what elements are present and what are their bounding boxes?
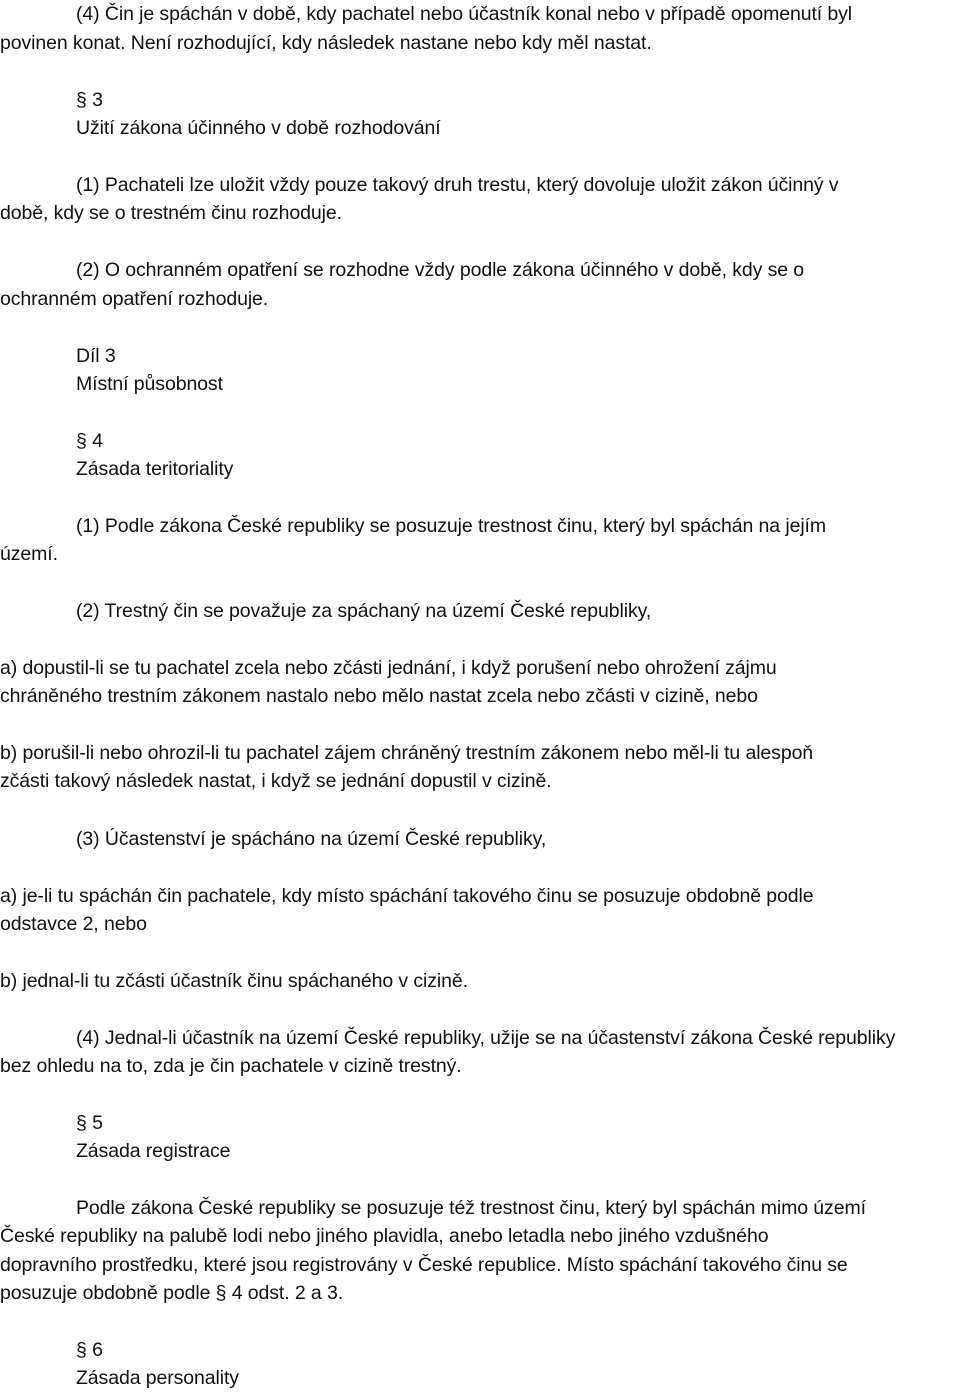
paragraph-line: a) je-li tu spáchán čin pachatele, kdy místo spáchání takového činu se posuzuje obdobně podle — [0, 885, 814, 907]
paragraph-line: povinen konat. Není rozhodující, kdy následek nastane nebo kdy měl nastat. — [0, 32, 652, 54]
paragraph-line: (4) Jednal-li účastník na území České republiky, užije se na účastenství zákona České republiky — [76, 1027, 896, 1049]
paragraph-line: bez ohledu na to, zda je čin pachatele v cizině trestný. — [0, 1055, 462, 1077]
paragraph-line: České republiky na palubě lodi nebo jiného plavidla, anebo letadla nebo jiného vzdušného — [0, 1225, 769, 1247]
paragraph-line: území. — [0, 543, 58, 565]
paragraph-line: (2) Trestný čin se považuje za spáchaný na území České republiky, — [76, 600, 652, 622]
paragraph-line: (4) Čin je spáchán v době, kdy pachatel nebo účastník konal nebo v případě opomenutí byl — [76, 3, 853, 25]
section-title: Užití zákona účinného v době rozhodování — [76, 117, 441, 139]
paragraph-line: ochranném opatření rozhoduje. — [0, 288, 269, 310]
paragraph-line: chráněného trestním zákonem nastalo nebo mělo nastat zcela nebo zčásti v cizině, nebo — [0, 685, 758, 707]
section-title: Zásada registrace — [76, 1140, 231, 1162]
paragraph-line: posuzuje obdobně podle § 4 odst. 2 a 3. — [0, 1282, 344, 1304]
part-title: Místní působnost — [76, 373, 223, 395]
section-number: § 4 — [76, 430, 103, 452]
paragraph-line: (1) Podle zákona České republiky se posuzuje trestnost činu, který byl spáchán na jejím — [76, 515, 827, 537]
section-title: Zásada personality — [76, 1367, 239, 1389]
paragraph-line: zčásti takový následek nastat, i když se jednání dopustil v cizině. — [0, 770, 552, 792]
section-number: § 5 — [76, 1112, 103, 1134]
paragraph-line: (1) Pachateli lze uložit vždy pouze takový druh trestu, který dovoluje uložit zákon účinný v — [76, 174, 839, 196]
section-number: § 6 — [76, 1339, 103, 1361]
paragraph-line: b) porušil-li nebo ohrozil-li tu pachatel zájem chráněný trestním zákonem nebo měl-li tu alespoň — [0, 742, 814, 764]
paragraph-line: (3) Účastenství je spácháno na území České republiky, — [76, 828, 547, 850]
paragraph-line: a) dopustil-li se tu pachatel zcela nebo zčásti jednání, i když porušení nebo ohrožení zájmu — [0, 657, 777, 679]
paragraph-line: době, kdy se o trestném činu rozhoduje. — [0, 202, 342, 224]
paragraph-line: Podle zákona České republiky se posuzuje též trestnost činu, který byl spáchán mimo území — [76, 1197, 866, 1219]
part-number: Díl 3 — [76, 345, 116, 367]
section-number: § 3 — [76, 89, 103, 111]
paragraph-line: (2) O ochranném opatření se rozhodne vždy podle zákona účinného v době, kdy se o — [76, 259, 805, 281]
paragraph-line: odstavce 2, nebo — [0, 913, 147, 935]
section-title: Zásada teritoriality — [76, 458, 234, 480]
paragraph-line: dopravního prostředku, které jsou registrovány v České republice. Místo spáchání takového činu se — [0, 1254, 848, 1276]
paragraph-line: b) jednal-li tu zčásti účastník činu spáchaného v cizině. — [0, 970, 468, 992]
